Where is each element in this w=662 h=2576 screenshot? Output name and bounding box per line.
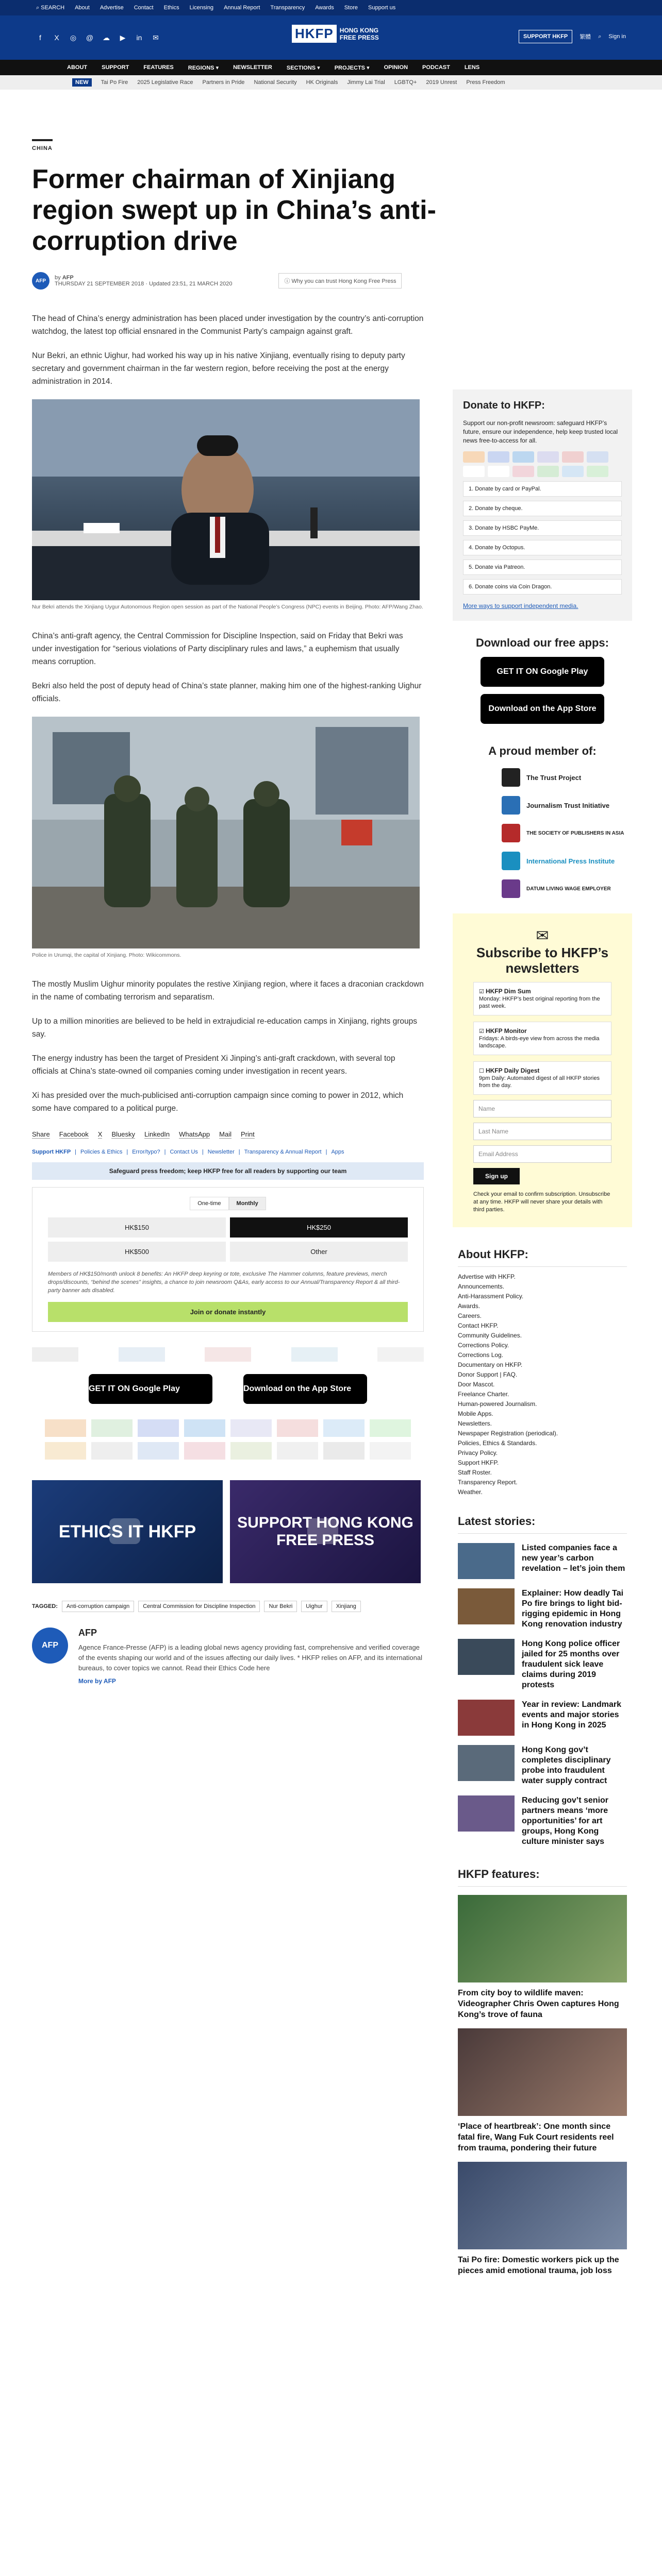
category-label[interactable]: CHINA: [32, 139, 53, 151]
tags-label: TAGGED:: [32, 1603, 58, 1609]
sign-in-link[interactable]: Sign in: [608, 33, 626, 40]
transparency-link[interactable]: Transparency & Annual Report: [244, 1149, 322, 1155]
amex-icon: [184, 1419, 225, 1437]
author-bio: Agence France-Presse (AFP) is a leading global news agency providing fast, comprehensive and verified coverage of the events shaping our world and of the issues affecting our daily lives. * HKFP relies on AFP, and its international bureaus, to cover topics we cannot. Read their Ethics Code here: [78, 1643, 422, 1672]
trending-item[interactable]: Partners in Pride: [202, 79, 245, 86]
article-photo-nur-bekri: [32, 399, 420, 600]
donate-option[interactable]: 4. Donate by Octopus.: [463, 540, 622, 555]
apps-link[interactable]: Apps: [331, 1149, 344, 1155]
donate-box: [453, 389, 632, 621]
feature-image: [458, 1895, 627, 1982]
feature-headline: Tai Po fire: Domestic workers pick up the pieces amid emotional trauma, job loss: [458, 2256, 619, 2275]
about-link[interactable]: Community Guidelines.: [458, 1332, 522, 1339]
x-icon[interactable]: X: [54, 33, 59, 42]
visa-icon: [488, 451, 509, 463]
about-link[interactable]: Donor Support | FAQ.: [458, 1371, 518, 1378]
footer-links: Support HKFP | Policies & Ethics | Error/typo? | Contact Us | Newsletter | Transparency & Annual Report | Apps: [32, 1149, 344, 1155]
nav-about[interactable]: ABOUT: [67, 64, 88, 71]
amount-150[interactable]: HK$150: [48, 1217, 226, 1238]
member-perks: Members of HK$150/month unlock 8 benefits: An HKFP deep keyring or tote, exclusive The Hammer columns, feature previews, merch drops/discounts, “behind the scenes” insights, a chance to join newsroom Q&As, early access to our Annual/Transparency Report & all third-party banner ads disabled.: [48, 1271, 400, 1294]
about-link[interactable]: Freelance Charter.: [458, 1391, 509, 1398]
donate-option[interactable]: 2. Donate by cheque.: [463, 501, 622, 516]
member-of-box: [453, 744, 632, 898]
cheque-icon: [370, 1442, 411, 1460]
about-link[interactable]: Corrections Policy.: [458, 1342, 509, 1349]
trending-item[interactable]: HK Originals: [306, 79, 338, 86]
donation-widget: [32, 1187, 424, 1332]
about-link[interactable]: Staff Roster.: [458, 1469, 492, 1476]
living-wage-icon: [502, 879, 520, 898]
share-facebook[interactable]: Facebook: [59, 1130, 89, 1138]
trending-item[interactable]: National Security: [254, 79, 297, 86]
story-headline: Hong Kong police officer jailed for 25 months over fraudulent sick leave claims during 2019 protests: [522, 1639, 620, 1689]
mastercard-icon: [463, 451, 485, 463]
search-icon[interactable]: ⌕: [598, 33, 602, 40]
promo-videos: [32, 1480, 424, 1583]
paragraph: The energy industry has been the target of President Xi Jinping’s anti-graft crackdown, with several top officials at China’s state-owned oil companies coming under investigation in recent years.: [32, 1054, 395, 1076]
payment-icons: [463, 451, 622, 477]
apple-pay-icon: [323, 1442, 365, 1460]
threads-icon[interactable]: @: [86, 33, 94, 42]
main-nav: [0, 60, 662, 75]
patreon-icon: [91, 1442, 133, 1460]
member-jti[interactable]: [502, 796, 632, 815]
apps-title: Download our free apps:: [476, 636, 609, 649]
nav-projects[interactable]: [335, 64, 370, 71]
story-item[interactable]: [458, 1588, 627, 1630]
photo-illustration: [32, 717, 420, 948]
ipi-badge: [291, 1347, 338, 1362]
jcb-icon: [537, 451, 559, 463]
member-living-wage[interactable]: [502, 879, 632, 898]
google-play-button[interactable]: GET IT ON Google Play: [481, 657, 604, 687]
trending-item[interactable]: Jimmy Lai Trial: [347, 79, 385, 86]
topbar-store[interactable]: Store: [344, 5, 358, 11]
about-link[interactable]: Policies, Ethics & Standards.: [458, 1439, 537, 1447]
app-buttons-row: [32, 1374, 424, 1404]
more-ways-link[interactable]: More ways to support independent media.: [463, 602, 578, 609]
about-link[interactable]: Mobile Apps.: [458, 1410, 493, 1417]
about-link[interactable]: Announcements.: [458, 1283, 505, 1290]
about-link[interactable]: Corrections Log.: [458, 1351, 504, 1359]
byline: AFP by AFP THURSDAY 21 SEPTEMBER 2018 · Updated 23:51, 21 MARCH 2020 ⓘ Why you can trust Hong Kong Free Press: [32, 272, 424, 290]
story-thumbnail: [458, 1745, 515, 1781]
nav-regions-label: REGIONS: [188, 64, 214, 71]
nav-projects-label: PROJECTS: [334, 64, 365, 71]
bitcoin-icon: [45, 1442, 86, 1460]
instagram-icon[interactable]: ◎: [70, 33, 77, 42]
donate-title: Donate to HKFP:: [463, 400, 545, 411]
apps-box: [453, 636, 632, 724]
amex-icon: [512, 451, 534, 463]
name-field[interactable]: Name: [473, 1100, 611, 1117]
about-link[interactable]: Privacy Policy.: [458, 1449, 498, 1456]
story-headline: Listed companies face a new year’s carbon revelation – let’s join them: [522, 1544, 625, 1573]
amount-250[interactable]: HK$250: [230, 1217, 408, 1238]
fps-icon: [230, 1442, 272, 1460]
about-link[interactable]: Transparency Report.: [458, 1479, 518, 1486]
nav-newsletter[interactable]: NEWSLETTER: [233, 64, 272, 71]
nav-podcast[interactable]: PODCAST: [422, 64, 450, 71]
support-hkfp-link[interactable]: Support HKFP: [32, 1149, 71, 1155]
story-item[interactable]: [458, 1700, 627, 1736]
checkbox-unchecked-icon[interactable]: ☐: [479, 1068, 484, 1074]
partner-badges-row: [32, 1347, 424, 1362]
tags: [32, 1601, 424, 1612]
story-item[interactable]: [458, 1639, 627, 1690]
jcb-icon: [230, 1419, 272, 1437]
donate-option[interactable]: 6. Donate coins via Coin Dragon.: [463, 579, 622, 595]
newsletter-desc: Fridays: A birds-eye view from across the media landscape.: [479, 1036, 600, 1049]
share-bar: [32, 1130, 424, 1139]
share-linkedin[interactable]: LinkedIn: [144, 1130, 170, 1138]
mastercard-icon: [45, 1419, 86, 1437]
author-avatar[interactable]: AFP: [32, 272, 49, 290]
more-by-author[interactable]: More by AFP: [78, 1677, 116, 1685]
trending-item[interactable]: 2019 Unrest: [426, 79, 457, 86]
publish-date: THURSDAY 21 SEPTEMBER 2018: [55, 281, 144, 287]
paragraph: Up to a million minorities are believed to be held in extrajudicial re-education camps in Xinjiang, rights groups say.: [32, 1017, 417, 1039]
nav-sections[interactable]: [287, 64, 320, 71]
unionpay-icon: [277, 1419, 318, 1437]
tag[interactable]: Central Commission for Discipline Inspection: [138, 1601, 260, 1612]
support-video-promo[interactable]: [230, 1480, 421, 1583]
nav-features[interactable]: FEATURES: [143, 64, 174, 71]
gpay-icon: [463, 466, 485, 477]
newsletter-desc: 9pm Daily: Automated digest of all HKFP stories from the day.: [479, 1075, 600, 1089]
photo-caption: Police in Urumqi, the capital of Xinjiang. Photo: Wikicommons.: [32, 952, 181, 958]
paragraph: The mostly Muslim Uighur minority populates the restive Xinjiang region, where it faces a draconian crackdown in the name of combating terrorism and separatism.: [32, 980, 424, 1002]
feature-image: [458, 2162, 627, 2249]
newsletter-link[interactable]: Newsletter: [207, 1149, 235, 1155]
frequency-toggle: [48, 1197, 408, 1210]
story-thumbnail: [458, 1543, 515, 1579]
language-switch[interactable]: 繁體: [580, 34, 591, 40]
story-item[interactable]: [458, 1745, 627, 1786]
author-box-name[interactable]: AFP: [78, 1628, 97, 1638]
nav-opinion[interactable]: OPINION: [384, 64, 408, 71]
newsletter-note: Check your email to confirm subscription. Unsubscribe at any time. HKFP will never share your details with third parties.: [473, 1191, 610, 1213]
amount-500[interactable]: HK$500: [48, 1242, 226, 1262]
newsletter-title: Subscribe to HKFP’s newsletters: [476, 945, 609, 976]
tag[interactable]: Uighur: [301, 1601, 327, 1612]
latest-title: Latest stories:: [458, 1515, 627, 1534]
share-x[interactable]: X: [97, 1130, 103, 1138]
jti-icon: [502, 796, 520, 815]
story-thumbnail: [458, 1588, 515, 1624]
paypal-icon: [587, 451, 608, 463]
feature-item[interactable]: [458, 2028, 627, 2154]
feature-item[interactable]: [458, 2162, 627, 2276]
support-hkfp-button[interactable]: SUPPORT HKFP: [519, 30, 572, 43]
topbar-ethics[interactable]: Ethics: [163, 5, 179, 11]
story-headline: Explainer: How deadly Tai Po fire brings to light bid-rigging epidemic in Hong Kong renovation industry: [522, 1589, 624, 1629]
play-icon: [307, 1518, 338, 1544]
chevron-down-icon: ▾: [317, 64, 320, 71]
checkbox-checked-icon[interactable]: ☑: [479, 1028, 484, 1035]
features-title: HKFP features:: [458, 1868, 627, 1887]
byline-prefix: by: [55, 275, 61, 281]
tag[interactable]: Nur Bekri: [264, 1601, 297, 1612]
new-badge: NEW: [72, 78, 92, 87]
member-label: Journalism Trust Initiative: [526, 801, 610, 809]
policies-link[interactable]: Policies & Ethics: [80, 1149, 123, 1155]
apple-pay-icon: [488, 466, 509, 477]
nav-lens[interactable]: LENS: [464, 64, 480, 71]
alipay-icon: [323, 1419, 365, 1437]
app-store-button[interactable]: Download on the App Store: [243, 1374, 367, 1404]
feature-item[interactable]: [458, 1895, 627, 2020]
linkedin-icon[interactable]: in: [136, 33, 142, 42]
about-link[interactable]: Anti-Harassment Policy.: [458, 1293, 524, 1300]
checkbox-checked-icon[interactable]: ☑: [479, 989, 484, 995]
share-whatsapp[interactable]: WhatsApp: [179, 1130, 210, 1138]
about-link[interactable]: Weather.: [458, 1488, 483, 1496]
newsletter-desc: Monday: HKFP’s best original reporting from the past week.: [479, 996, 600, 1009]
nav-support[interactable]: SUPPORT: [102, 64, 129, 71]
email-icon[interactable]: ✉: [153, 33, 159, 42]
alipay-icon: [562, 466, 584, 477]
search-icon: ⌕: [36, 4, 40, 11]
freq-one-time[interactable]: One-time: [190, 1197, 228, 1210]
wechat-pay-icon: [587, 466, 608, 477]
top-utility-bar: [0, 0, 662, 15]
site-header: [0, 15, 662, 60]
updated-date: Updated 23:51, 21 MARCH 2020: [149, 281, 233, 287]
paragraph: China’s anti-graft agency, the Central Commission for Discipline Inspection, said on Friday that Bekri was under investigation for “serious violations of Party disciplinary rules and laws,” a euphemism that usually means corruption.: [32, 632, 403, 666]
latest-stories: [453, 1515, 632, 1847]
donate-option[interactable]: 3. Donate by HSBC PayMe.: [463, 520, 622, 536]
about-link[interactable]: Documentary on HKFP.: [458, 1361, 523, 1368]
story-thumbnail: [458, 1700, 515, 1736]
about-box: [453, 1248, 632, 1497]
donate-text: Support our non-profit newsroom: safeguard HKFP’s future, ensure our independence, help keep trusted local news free-to-access for all.: [463, 419, 618, 444]
topbar-about[interactable]: About: [75, 5, 90, 11]
topbar-awards[interactable]: Awards: [315, 5, 334, 11]
topbar-transparency[interactable]: Transparency: [270, 5, 305, 11]
signup-button[interactable]: Sign up: [473, 1168, 520, 1184]
member-label: International Press Institute: [526, 857, 615, 865]
join-donate-button[interactable]: Join or donate instantly: [48, 1302, 408, 1322]
ethics-video-promo[interactable]: [32, 1480, 223, 1583]
feature-headline: ‘Place of heartbreak’: One month since fatal fire, Wang Fuk Court residents reel from trauma, pondering their future: [458, 2122, 614, 2153]
gpay-icon: [277, 1442, 318, 1460]
payme-icon: [184, 1442, 225, 1460]
newsletter-option[interactable]: [473, 982, 611, 1015]
newsletter-name: HKFP Monitor: [485, 1027, 527, 1035]
paragraph: Xi has presided over the much-publicised anti-corruption campaign since coming to power in 2012, which some have compared to a political purge.: [32, 1091, 404, 1113]
member-label: DATUM LIVING WAGE EMPLOYER: [526, 886, 611, 892]
member-trust-project[interactable]: [502, 768, 632, 787]
article: [32, 139, 436, 1685]
ipi-icon: [502, 852, 520, 870]
story-item[interactable]: [458, 1795, 627, 1847]
visa-icon: [138, 1419, 179, 1437]
sopa-icon: [502, 824, 520, 842]
trending-item[interactable]: Press Freedom: [466, 79, 505, 86]
trust-project-badge: [32, 1347, 78, 1362]
topbar-licensing[interactable]: Licensing: [189, 5, 214, 11]
sopa-badge: [205, 1347, 251, 1362]
photo-illustration: [32, 399, 420, 600]
nav-sections-label: SECTIONS: [286, 64, 316, 71]
topbar-advertise[interactable]: Advertise: [100, 5, 124, 11]
donate-option[interactable]: 1. Donate by card or PayPal.: [463, 481, 622, 497]
feature-image: [458, 2028, 627, 2116]
last-name-field[interactable]: Last Name: [473, 1123, 611, 1140]
social-icons: [36, 33, 160, 42]
newsletter-box: [453, 913, 632, 1227]
tag[interactable]: Anti-corruption campaign: [62, 1601, 134, 1612]
octopus-icon: [91, 1419, 133, 1437]
trust-label: Why you can trust Hong Kong Free Press: [291, 278, 396, 284]
share-bluesky[interactable]: Bluesky: [111, 1130, 135, 1138]
author-avatar[interactable]: AFP: [32, 1628, 68, 1664]
octopus-icon: [537, 466, 559, 477]
about-link[interactable]: Awards.: [458, 1302, 481, 1310]
story-thumbnail: [458, 1639, 515, 1675]
bluesky-icon[interactable]: ☁: [103, 33, 110, 42]
story-thumbnail: [458, 1795, 515, 1832]
chevron-down-icon: ▾: [367, 64, 370, 71]
trust-project-icon: [502, 768, 520, 787]
email-field[interactable]: Email Address: [473, 1145, 611, 1163]
author-name[interactable]: AFP: [62, 275, 74, 281]
topbar-support[interactable]: Support us: [368, 5, 396, 11]
facebook-icon[interactable]: f: [39, 33, 41, 42]
member-sopa[interactable]: [502, 824, 632, 842]
paypal-icon: [138, 1442, 179, 1460]
topbar-contact[interactable]: Contact: [134, 5, 154, 11]
newsletter-name: HKFP Dim Sum: [485, 988, 531, 995]
about-link[interactable]: Human-powered Journalism.: [458, 1400, 537, 1408]
logo-line-1: HONG KONG: [339, 26, 379, 34]
payme-icon: [512, 466, 534, 477]
author-box: [32, 1628, 424, 1685]
amount-options: [48, 1217, 408, 1262]
living-wage-badge: [377, 1347, 424, 1362]
hkfp-features: [453, 1868, 632, 2276]
about-link[interactable]: Newspaper Registration (periodical).: [458, 1430, 558, 1437]
sidebar: [453, 389, 632, 2276]
play-icon: [109, 1518, 140, 1544]
story-headline: Year in review: Landmark events and major stories in Hong Kong in 2025: [522, 1700, 621, 1730]
jti-badge: [119, 1347, 165, 1362]
about-link[interactable]: Door Mascot.: [458, 1381, 495, 1388]
payment-logos: [32, 1419, 424, 1460]
about-list: [458, 1272, 627, 1497]
youtube-icon[interactable]: ▶: [120, 33, 126, 42]
about-link[interactable]: Contact HKFP.: [458, 1322, 499, 1329]
trending-bar: [0, 75, 662, 90]
ethics-promo-label: ETHICS IT HKFP: [58, 1521, 196, 1541]
trending-item[interactable]: Tai Po Fire: [101, 79, 128, 86]
about-link[interactable]: Advertise with HKFP.: [458, 1273, 516, 1280]
google-play-button[interactable]: GET IT ON Google Play: [89, 1374, 212, 1404]
member-title: A proud member of:: [488, 744, 597, 757]
about-link[interactable]: Newsletters.: [458, 1420, 492, 1427]
tag[interactable]: Xinjiang: [332, 1601, 361, 1612]
member-label: The Trust Project: [526, 773, 582, 782]
newsletter-name: HKFP Daily Digest: [485, 1067, 540, 1074]
logo-line-2: FREE PRESS: [339, 33, 379, 41]
chevron-down-icon: ▾: [216, 64, 219, 71]
story-headline: Hong Kong gov’t completes disciplinary probe into fraudulent water supply contract: [522, 1745, 611, 1785]
newsletter-option[interactable]: [473, 1022, 611, 1055]
search-link[interactable]: ⌕ SEARCH: [36, 4, 65, 11]
support-promo-label: SUPPORT HONG KONG FREE PRESS: [237, 1514, 413, 1549]
donate-option[interactable]: 5. Donate via Patreon.: [463, 560, 622, 575]
paragraph: The head of China’s energy administration has been placed under investigation by the country’s anti-corruption watchdog, the latest top official ensnared in the Communist Party’s campaign against graft.: [32, 314, 424, 336]
story-headline: Reducing gov’t senior partners means ‘more opportunities’ for art groups, Hong Kong culture minister says: [522, 1796, 609, 1846]
share-mail[interactable]: Mail: [219, 1130, 231, 1138]
share-print[interactable]: Print: [240, 1130, 255, 1138]
app-store-button[interactable]: Download on the App Store: [481, 694, 604, 724]
contact-link[interactable]: Contact Us: [170, 1149, 198, 1155]
trust-project-link[interactable]: [278, 273, 402, 289]
logo-mark: HKFP: [292, 25, 337, 43]
member-ipi[interactable]: [502, 852, 632, 870]
site-logo[interactable]: [292, 25, 379, 43]
member-label: THE SOCIETY OF PUBLISHERS IN ASIA: [526, 830, 624, 836]
trending-item[interactable]: LGBTQ+: [394, 79, 417, 86]
feature-headline: From city boy to wildlife maven: Videographer Chris Owen captures Hong Kong’s trove of fauna: [458, 1989, 619, 2019]
story-item[interactable]: [458, 1543, 627, 1579]
paragraph: Nur Bekri, an ethnic Uighur, had worked his way up in his native Xinjiang, eventually rising to deputy party secretary and government chairman in the far western region, before receiving the post at the energy administration in 2014.: [32, 351, 405, 386]
article-photo-urumqi-police: [32, 717, 420, 948]
unionpay-icon: [562, 451, 584, 463]
about-link[interactable]: Support HKFP.: [458, 1459, 499, 1466]
about-link[interactable]: Careers.: [458, 1312, 482, 1319]
about-title: About HKFP:: [458, 1248, 627, 1267]
topbar-annual-report[interactable]: Annual Report: [224, 5, 260, 11]
mail-icon: ✉: [536, 927, 549, 944]
article-title: Former chairman of Xinjiang region swept up in China’s anti-corruption drive: [32, 164, 436, 256]
safeguard-banner[interactable]: Safeguard press freedom; keep HKFP free for all readers by supporting our team: [32, 1162, 424, 1180]
wechat-pay-icon: [370, 1419, 411, 1437]
trending-item[interactable]: 2025 Legislative Race: [137, 79, 193, 86]
nav-regions[interactable]: [188, 64, 219, 71]
amount-other[interactable]: Other: [230, 1242, 408, 1262]
freq-monthly[interactable]: Monthly: [229, 1197, 266, 1210]
error-link[interactable]: Error/typo?: [132, 1149, 160, 1155]
photo-caption: Nur Bekri attends the Xinjiang Uygur Autonomous Region open session as part of the National People’s Congress (NPC) events in Beijing. Photo: AFP/Wang Zhao.: [32, 604, 423, 610]
paragraph: Bekri also held the post of deputy head of China’s state planner, making him one of the highest-ranking Uighur officials.: [32, 682, 422, 703]
info-icon: ⓘ: [284, 278, 290, 284]
newsletter-option[interactable]: [473, 1061, 611, 1095]
share-button[interactable]: Share: [32, 1130, 50, 1138]
